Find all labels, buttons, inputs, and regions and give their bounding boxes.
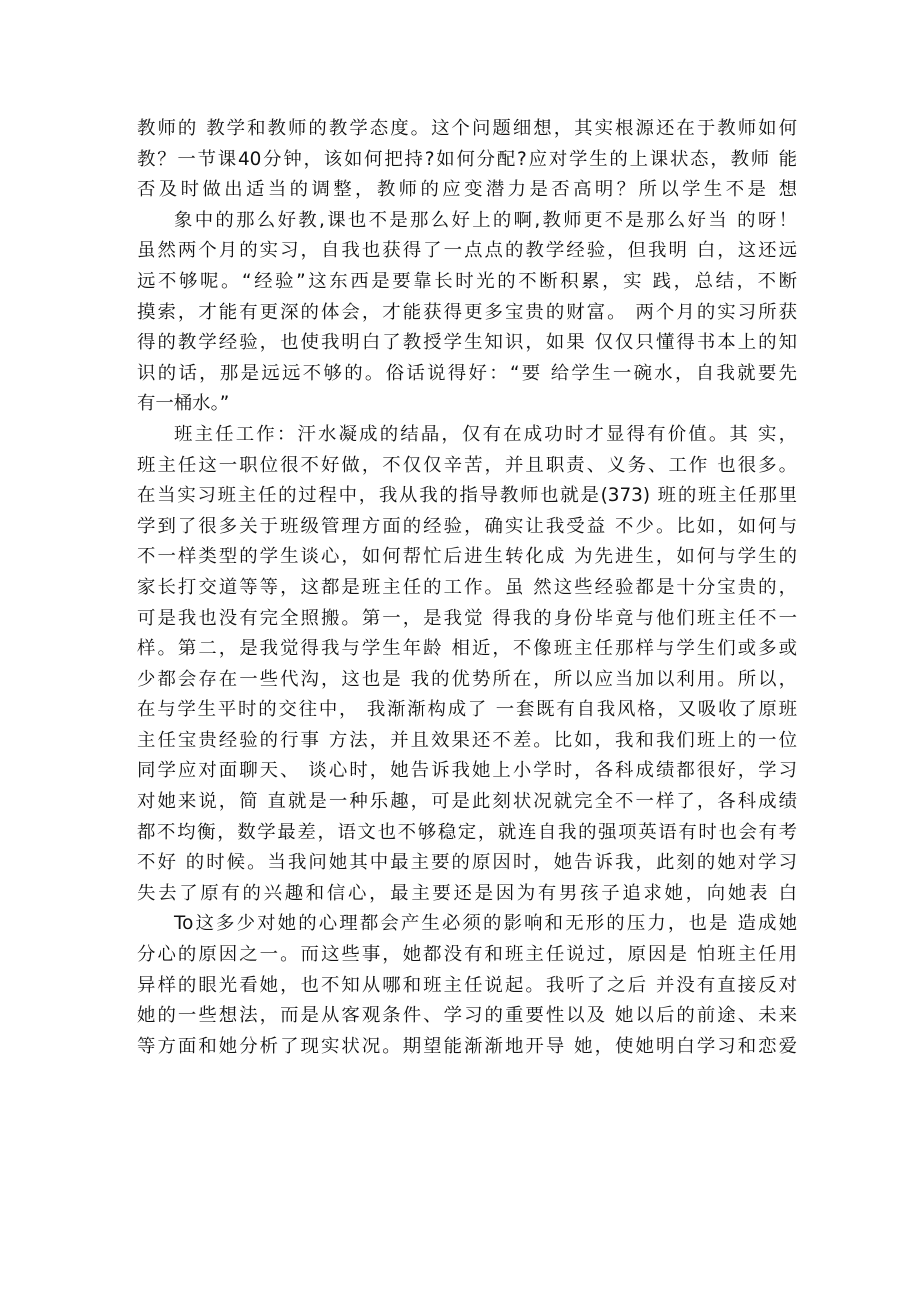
text-line: 班主任这一职位很不好做，不仅仅辛苦，并且职责、义务、工作 也很多。 <box>137 454 797 476</box>
text-line: 远不够呢。“经验”这东西是要靠长时光的不断积累，实 践，总结，不断 <box>137 270 797 292</box>
text-line: 少都会存在一些代沟，这也是 我的优势所在，所以应当加以利用。所以， <box>137 668 797 690</box>
text-line: 否及时做出适当的调整，教师的应变潜力是否高明？所以学生不是 想 <box>137 179 797 201</box>
text-line: 她的一些想法，而是从客观条件、学习的重要性以及 她以后的前途、未来 <box>137 1005 797 1027</box>
text-line: 不一样类型的学生谈心，如何帮忙后进生转化成 为先进生，如何与学生的 <box>137 546 797 568</box>
text-line: 异样的眼光看她，也不知从哪和班主任说起。我听了之后 并没有直接反对 <box>137 974 797 996</box>
text-line: 可是我也没有完全照搬。第一，是我觉 得我的身份毕竟与他们班主任不一 <box>137 607 797 629</box>
text-line: 对她来说，简 直就是一种乐趣，可是此刻状况就完全不一样了，各科成绩 <box>137 791 797 813</box>
text-line: 在当实习班主任的过程中，我从我的指导教师也就是(373) 班的班主任那里 <box>137 485 797 507</box>
text-line: 识的话，那是远远不够的。俗话说得好：“要 给学生一碗水，自我就要先 <box>137 362 797 384</box>
text-line: 失去了原有的兴趣和信心，最主要还是因为有男孩子追求她，向她表 白 <box>137 882 797 904</box>
text-line: 分心的原因之一。而这些事，她都没有和班主任说过，原因是 怕班主任用 <box>137 944 797 966</box>
text-line: 在与学生平时的交往中， 我渐渐构成了 一套既有自我风格，又吸收了原班 <box>137 699 797 721</box>
document-body <box>137 114 797 1062</box>
text-line: 教师的 教学和教师的教学态度。这个问题细想，其实根源还在于教师如何 <box>137 118 797 139</box>
text-line: 得的教学经验，也使我明白了教授学生知识，如果 仅仅只懂得书本上的知 <box>137 332 797 354</box>
text-line: 等方面和她分析了现实状况。期望能渐渐地开导 她，使她明白学习和恋爱 <box>137 1035 797 1057</box>
text-line: 样。第二，是我觉得我与学生年龄 相近，不像班主任那样与学生们或多或 <box>137 638 797 660</box>
text-line: 同学应对面聊天、 谈心时，她告诉我她上小学时，各科成绩都很好，学习 <box>137 760 797 782</box>
text-line: 有一桶水。” <box>137 393 230 415</box>
text-line: 象中的那么好教,课也不是那么好上的啊,教师更不是那么好当 的呀！ <box>174 209 797 231</box>
text-line: To这多少对她的心理都会产生必须的影响和无形的压力，也是 造成她 <box>174 913 797 935</box>
text-line: 班主任工作：汗水凝成的结晶，仅有在成功时才显得有价值。其 实， <box>174 423 797 445</box>
text-line: 都不均衡，数学最差，语文也不够稳定，就连自我的强项英语有时也会有考 <box>137 821 797 843</box>
text-line: 教？一节课40分钟，该如何把持?如何分配?应对学生的上课状态，教师 能 <box>137 148 797 170</box>
text-line: 学到了很多关于班级管理方面的经验，确实让我受益 不少。比如，如何与 <box>137 515 797 537</box>
text-line: 摸索，才能有更深的体会，才能获得更多宝贵的财富。 两个月的实习所获 <box>137 301 797 323</box>
text-line: 主任宝贵经验的行事 方法，并且效果还不差。比如，我和我们班上的一位 <box>137 729 797 751</box>
text-line: 不好 的时候。当我问她其中最主要的原因时，她告诉我，此刻的她对学习 <box>137 852 797 874</box>
text-line: 虽然两个月的实习，自我也获得了一点点的教学经验，但我明 白，这还远 <box>137 240 797 262</box>
text-line: 家长打交道等等，这都是班主任的工作。虽 然这些经验都是十分宝贵的， <box>137 576 797 598</box>
